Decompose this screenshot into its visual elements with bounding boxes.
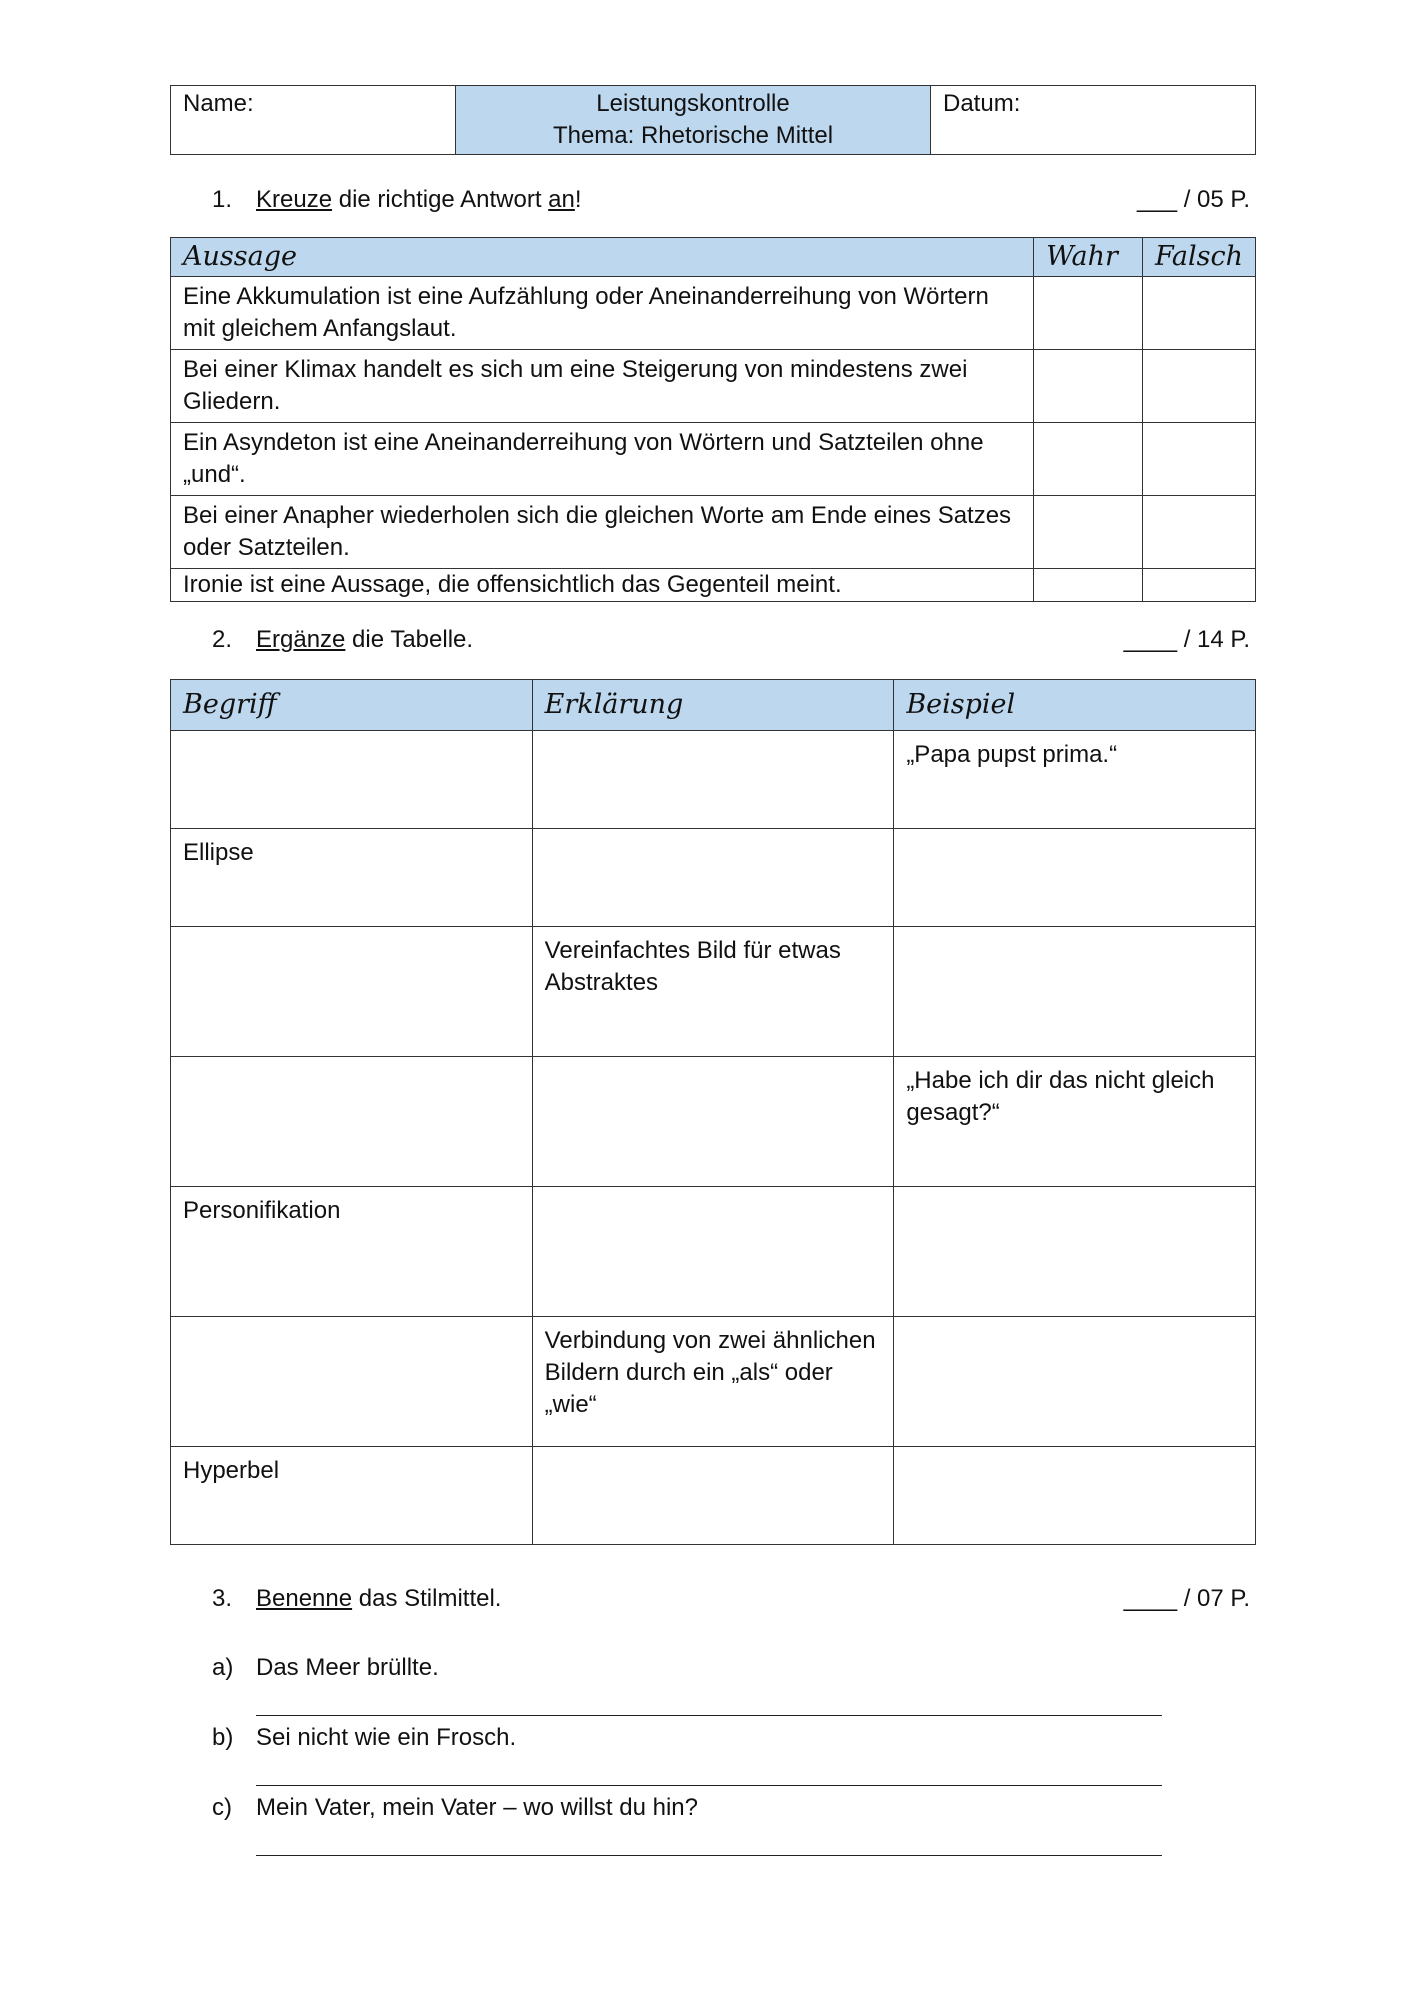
statement-row bbox=[171, 423, 1256, 496]
true-false-table bbox=[170, 237, 1256, 602]
task3-item-b: b) Sei nicht wie ein Frosch. bbox=[212, 1724, 517, 1751]
terms-table bbox=[170, 679, 1256, 1545]
erklaerung-cell[interactable] bbox=[532, 1057, 894, 1187]
begriff-cell: Personifikation bbox=[171, 1187, 533, 1317]
task2-heading bbox=[212, 626, 473, 654]
task2-rest: die Tabelle. bbox=[345, 626, 474, 653]
task1-number: 1. bbox=[212, 186, 233, 213]
task1-heading bbox=[212, 186, 582, 214]
begriff-cell[interactable] bbox=[171, 1057, 533, 1187]
statement-row bbox=[171, 496, 1256, 569]
task3-number: 3. bbox=[212, 1585, 233, 1612]
answer-line-a[interactable] bbox=[256, 1715, 1162, 1716]
statement-row bbox=[171, 277, 1256, 350]
erklaerung-cell[interactable] bbox=[532, 829, 894, 927]
col-aussage: Aussage bbox=[171, 238, 1034, 277]
statement-text: Bei einer Klimax handelt es sich um eine Steigerung von mindestens zwei Gliedern. bbox=[171, 350, 1034, 423]
falsch-checkbox[interactable] bbox=[1142, 350, 1255, 423]
erklaerung-cell[interactable] bbox=[532, 1187, 894, 1317]
task3-heading bbox=[212, 1585, 501, 1613]
erklaerung-cell: Vereinfachtes Bild für etwas Abstraktes bbox=[532, 927, 894, 1057]
begriff-cell[interactable] bbox=[171, 927, 533, 1057]
date-label: Datum: bbox=[943, 90, 1021, 117]
task2-points: ____ / 14 P. bbox=[1123, 626, 1250, 653]
term-row bbox=[171, 1317, 1256, 1447]
col-beispiel: Beispiel bbox=[894, 680, 1256, 731]
begriff-cell: Ellipse bbox=[171, 829, 533, 927]
begriff-cell[interactable] bbox=[171, 731, 533, 829]
beispiel-cell: „Habe ich dir das nicht gleich gesagt?“ bbox=[894, 1057, 1256, 1187]
statement-text: Eine Akkumulation ist eine Aufzählung oder Aneinanderreihung von Wörtern mit gleichem Anfangslaut. bbox=[171, 277, 1034, 350]
col-falsch: Falsch bbox=[1142, 238, 1255, 277]
term-row bbox=[171, 1057, 1256, 1187]
falsch-checkbox[interactable] bbox=[1142, 277, 1255, 350]
beispiel-cell[interactable] bbox=[894, 1447, 1256, 1545]
falsch-checkbox[interactable] bbox=[1142, 496, 1255, 569]
col-begriff: Begriff bbox=[171, 680, 533, 731]
title-cell bbox=[456, 86, 931, 155]
wahr-checkbox[interactable] bbox=[1034, 569, 1143, 602]
statement-row bbox=[171, 350, 1256, 423]
beispiel-cell[interactable] bbox=[894, 829, 1256, 927]
erklaerung-cell: Verbindung von zwei ähnlichen Bildern durch ein „als“ oder „wie“ bbox=[532, 1317, 894, 1447]
term-row bbox=[171, 829, 1256, 927]
task1-end: ! bbox=[574, 186, 582, 213]
terms-header-row bbox=[171, 680, 1256, 731]
statement-text: Bei einer Anapher wiederholen sich die gleichen Worte am Ende eines Satzes oder Satzteilen. bbox=[171, 496, 1034, 569]
name-label: Name: bbox=[183, 90, 254, 117]
falsch-checkbox[interactable] bbox=[1142, 569, 1255, 602]
statement-row bbox=[171, 569, 1256, 602]
col-wahr: Wahr bbox=[1034, 238, 1143, 277]
task3-points: ____ / 07 P. bbox=[1123, 1585, 1250, 1612]
falsch-checkbox[interactable] bbox=[1142, 423, 1255, 496]
answer-line-c[interactable] bbox=[256, 1855, 1162, 1856]
begriff-cell[interactable] bbox=[171, 1317, 533, 1447]
wahr-checkbox[interactable] bbox=[1034, 277, 1143, 350]
task1-points: ___ / 05 P. bbox=[1137, 186, 1250, 213]
true-false-header-row bbox=[171, 238, 1256, 277]
task3-item-c: c) Mein Vater, mein Vater – wo willst du hin? bbox=[212, 1794, 698, 1821]
erklaerung-cell[interactable] bbox=[532, 1447, 894, 1545]
task2-verb: Ergänze bbox=[256, 626, 346, 653]
title-line-2: Thema: Rhetorische Mittel bbox=[552, 122, 834, 149]
task2-number: 2. bbox=[212, 626, 233, 653]
beispiel-cell[interactable] bbox=[894, 927, 1256, 1057]
statement-text: Ein Asyndeton ist eine Aneinanderreihung von Wörtern und Satzteilen ohne „und“. bbox=[171, 423, 1034, 496]
wahr-checkbox[interactable] bbox=[1034, 496, 1143, 569]
term-row bbox=[171, 731, 1256, 829]
task3-verb: Benenne bbox=[256, 1585, 353, 1612]
term-row bbox=[171, 1447, 1256, 1545]
beispiel-cell[interactable] bbox=[894, 1187, 1256, 1317]
header-table bbox=[170, 85, 1256, 155]
task1-verb: Kreuze bbox=[256, 186, 333, 213]
beispiel-cell: „Papa pupst prima.“ bbox=[894, 731, 1256, 829]
col-erklaerung: Erklärung bbox=[532, 680, 894, 731]
task3-item-a: a) Das Meer brüllte. bbox=[212, 1654, 439, 1681]
answer-line-b[interactable] bbox=[256, 1785, 1162, 1786]
begriff-cell: Hyperbel bbox=[171, 1447, 533, 1545]
date-cell[interactable] bbox=[931, 86, 1256, 155]
task1-particle: an bbox=[548, 186, 575, 213]
task3-rest: das Stilmittel. bbox=[352, 1585, 502, 1612]
task1-middle: die richtige Antwort bbox=[332, 186, 549, 213]
wahr-checkbox[interactable] bbox=[1034, 350, 1143, 423]
title-line-1: Leistungskontrolle bbox=[596, 90, 790, 117]
term-row bbox=[171, 927, 1256, 1057]
name-cell[interactable] bbox=[171, 86, 456, 155]
wahr-checkbox[interactable] bbox=[1034, 423, 1143, 496]
erklaerung-cell[interactable] bbox=[532, 731, 894, 829]
beispiel-cell[interactable] bbox=[894, 1317, 1256, 1447]
statement-text: Ironie ist eine Aussage, die offensichtlich das Gegenteil meint. bbox=[171, 569, 1034, 602]
term-row bbox=[171, 1187, 1256, 1317]
